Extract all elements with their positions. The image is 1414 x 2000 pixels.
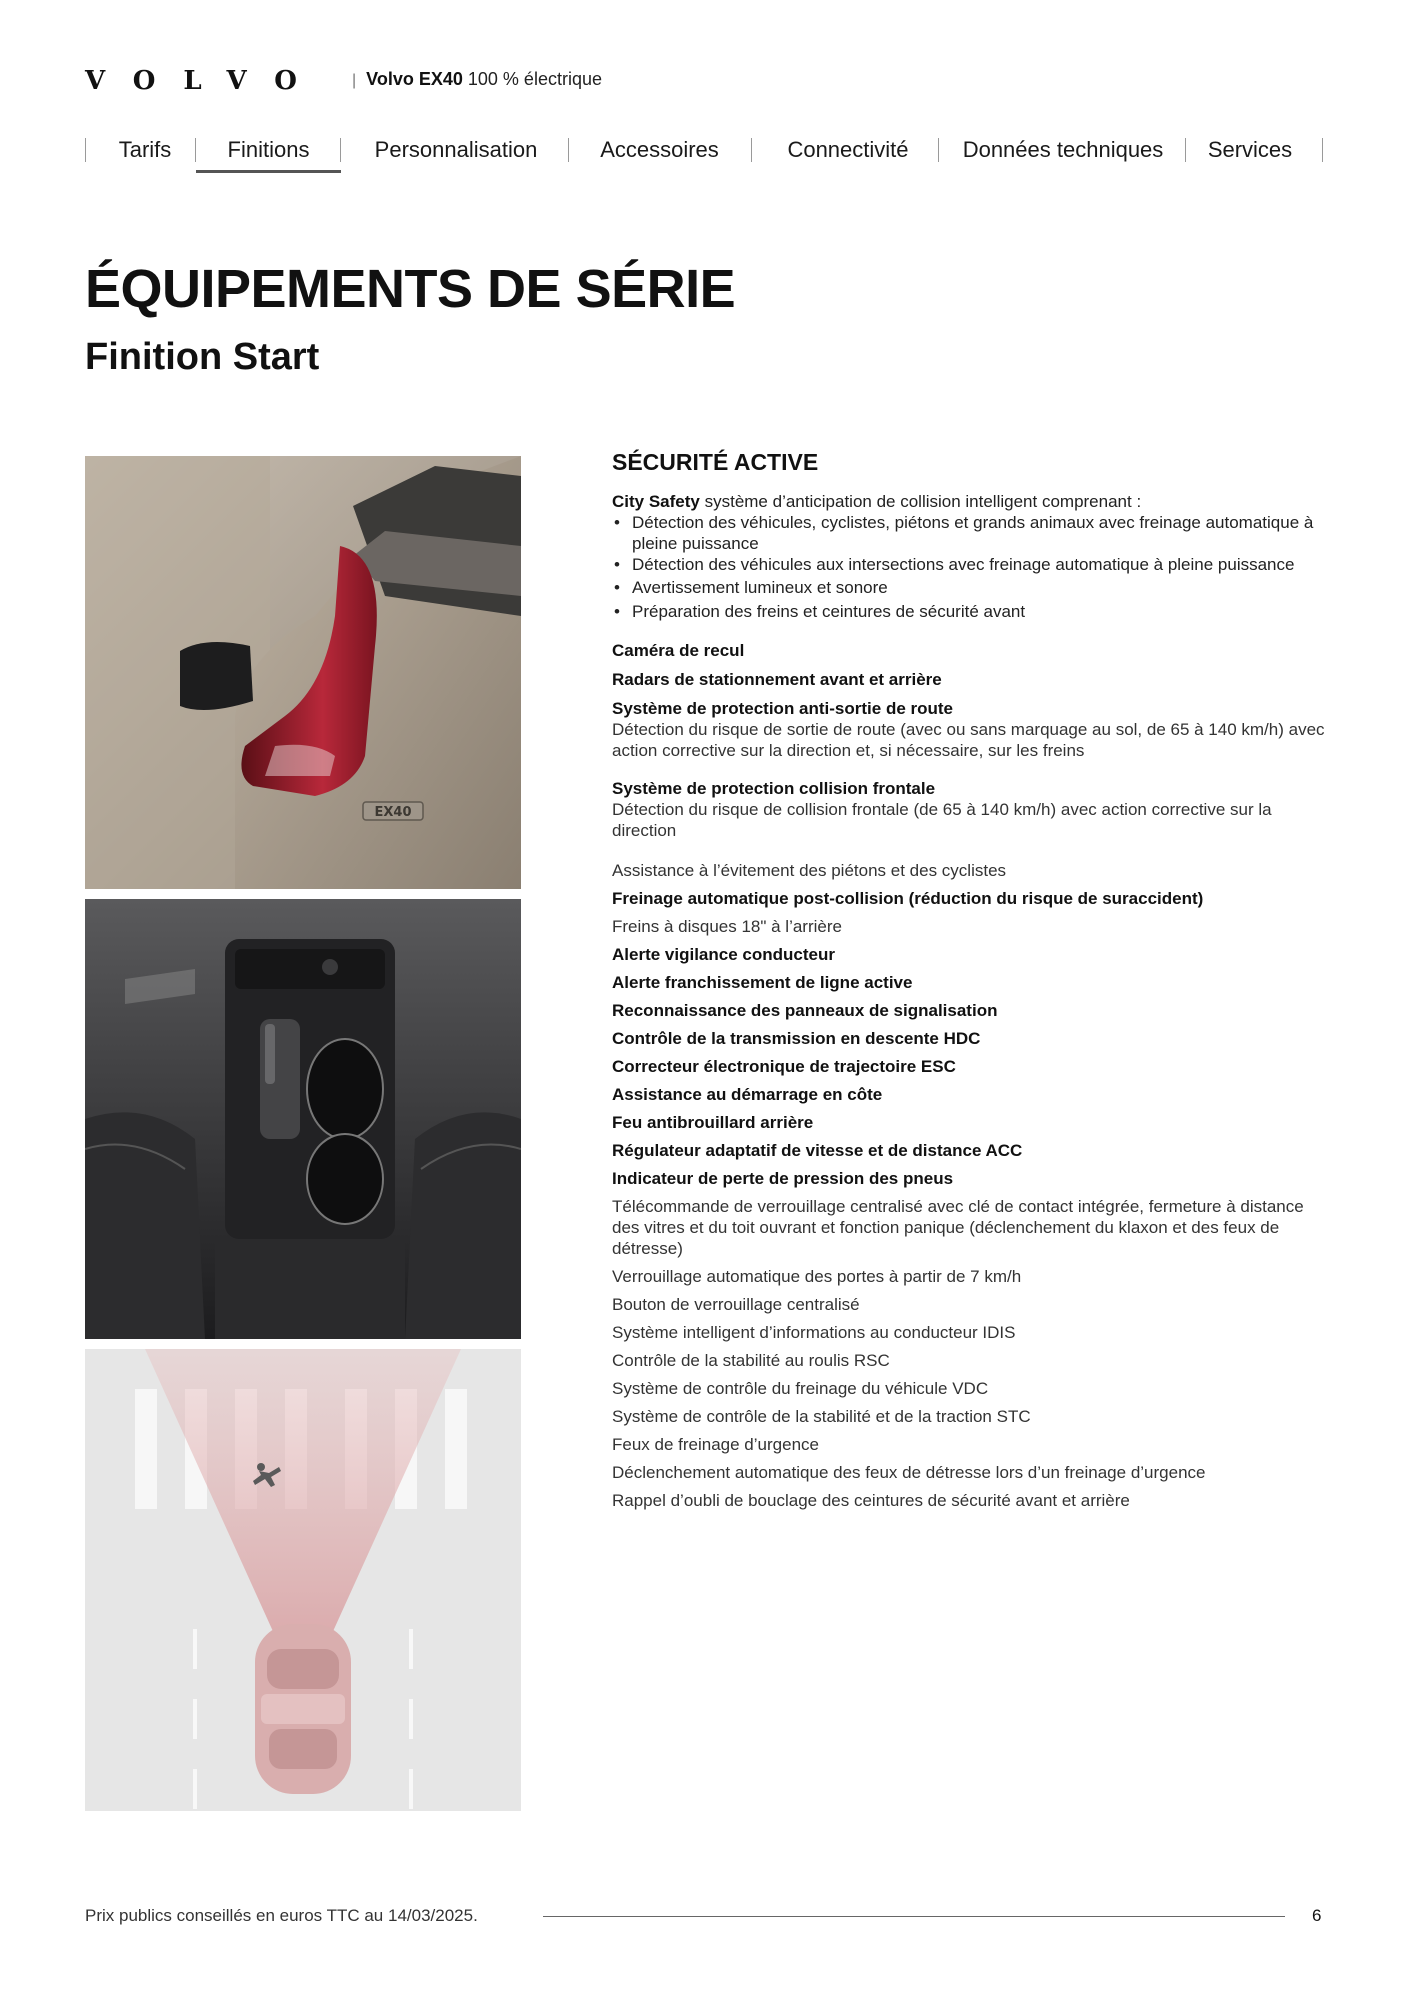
photo-pedestrian-detection [85, 1349, 521, 1811]
bullet-item: • Avertissement lumineux et sonore [612, 577, 1332, 598]
equipment-item: Freinage automatique post-collision (réduction du risque de suraccident) [612, 889, 1204, 908]
footer-divider [543, 1916, 1285, 1917]
equipment-item: Déclenchement automatique des feux de détresse lors d’un freinage d’urgence [612, 1463, 1206, 1482]
feature-title: Système de protection collision frontale [612, 779, 936, 798]
feature-title: Système de protection anti-sortie de route [612, 699, 954, 718]
photo-rear-taillight [85, 456, 521, 889]
feature-parking-radars [612, 669, 1332, 690]
equipment-item: Alerte vigilance conducteur [612, 945, 835, 964]
equipment-item: Contrôle de la stabilité au roulis RSC [612, 1351, 890, 1370]
equipment-item: Système intelligent d’informations au conducteur IDIS [612, 1323, 1016, 1342]
car-topview-icon [255, 1624, 351, 1794]
equipment-item: Assistance au démarrage en côte [612, 1085, 883, 1104]
model-name: Volvo EX40 [366, 69, 463, 89]
feature-title: Caméra de recul [612, 641, 745, 660]
nav-divider [1322, 138, 1323, 162]
equipment-item: Indicateur de perte de pression des pneus [612, 1169, 954, 1188]
feature-rear-camera [612, 640, 1332, 661]
bullet-item: • Détection des véhicules, cyclistes, piétons et grands animaux avec freinage automatique à pleine puissance [612, 512, 1332, 554]
model-suffix: 100 % électrique [467, 69, 602, 89]
equipment-item: Verrouillage automatique des portes à partir de 7 km/h [612, 1267, 1022, 1286]
bullet-item: • Détection des véhicules aux intersections avec freinage automatique à pleine puissance [612, 554, 1332, 575]
nav-tab-services[interactable]: Services [1207, 137, 1293, 162]
equipment-item: Freins à disques 18" à l’arrière [612, 917, 842, 936]
nav-tab-tarifs[interactable]: Tarifs [118, 137, 172, 162]
nav-tab-personnalisation[interactable]: Personnalisation [374, 137, 538, 162]
equipment-item: Régulateur adaptatif de vitesse et de distance ACC [612, 1141, 1023, 1160]
top-navigation [85, 128, 1325, 174]
page-subtitle: Finition Start [85, 336, 320, 378]
footer-price-note: Prix publics conseillés en euros TTC au 14/03/2025. [85, 1906, 478, 1925]
nav-tab-connectivite[interactable]: Connectivité [787, 137, 909, 162]
feature-road-departure [612, 698, 1332, 761]
equipment-item: Rappel d’oubli de bouclage des ceintures de sécurité avant et arrière [612, 1491, 1130, 1510]
equipment-item: Feu antibrouillard arrière [612, 1113, 814, 1132]
city-safety-bullets [612, 512, 1332, 622]
equipment-item: Feux de freinage d’urgence [612, 1435, 819, 1454]
nav-divider [751, 138, 752, 162]
photo-interior-console [85, 899, 521, 1339]
equipment-item: Bouton de verrouillage centralisé [612, 1295, 860, 1314]
feature-frontal-collision [612, 778, 1332, 841]
feature-description: Détection du risque de collision frontale (de 65 à 140 km/h) avec action corrective sur la direction [612, 800, 1272, 840]
model-heading [352, 69, 602, 90]
equipment-item: Reconnaissance des panneaux de signalisation [612, 1001, 998, 1020]
bullet-item: • Préparation des freins et ceintures de sécurité avant [612, 601, 1332, 622]
page-number: 6 [1312, 1906, 1322, 1925]
city-safety-label: City Safety [612, 492, 700, 511]
nav-divider [340, 138, 341, 162]
equipment-item: Assistance à l’évitement des piétons et des cyclistes [612, 861, 1007, 880]
spacer [612, 841, 1332, 853]
city-safety-intro [612, 491, 1332, 512]
equipment-item: Télécommande de verrouillage centralisé avec clé de contact intégrée, fermeture à distance des vitres et du toit ouvrant et fonction panique (déclenchement du klaxon et des feux de détresse) [612, 1197, 1304, 1258]
ex40-badge: EX40 [374, 805, 412, 820]
page-title: ÉQUIPEMENTS DE SÉRIE [85, 259, 736, 319]
nav-divider [938, 138, 939, 162]
nav-divider [85, 138, 86, 162]
nav-divider [568, 138, 569, 162]
equipment-item: Système de contrôle du freinage du véhicule VDC [612, 1379, 989, 1398]
volvo-logo[interactable]: VOLVO [85, 66, 325, 96]
nav-tab-accessoires[interactable]: Accessoires [600, 137, 719, 162]
equipment-item: Alerte franchissement de ligne active [612, 973, 913, 992]
nav-divider [1185, 138, 1186, 162]
equipment-item: Correcteur électronique de trajectoire ESC [612, 1057, 956, 1076]
equipment-item: Système de contrôle de la stabilité et de la traction STC [612, 1407, 1031, 1426]
feature-title: Radars de stationnement avant et arrière [612, 670, 942, 689]
header-separator: | [352, 72, 357, 89]
equipment-list [612, 449, 1332, 1511]
nav-tab-finitions[interactable]: Finitions [196, 128, 341, 173]
city-safety-text: système d’anticipation de collision intelligent comprenant : [699, 492, 1142, 511]
section-title: SÉCURITÉ ACTIVE [612, 449, 819, 475]
feature-description: Détection du risque de sortie de route (avec ou sans marquage au sol, de 65 à 140 km/h) avec action corrective sur la direction et, si nécessaire, sur les freins [612, 720, 1325, 760]
nav-tab-donnees-techniques[interactable]: Données techniques [962, 137, 1164, 162]
equipment-item: Contrôle de la transmission en descente HDC [612, 1029, 981, 1048]
